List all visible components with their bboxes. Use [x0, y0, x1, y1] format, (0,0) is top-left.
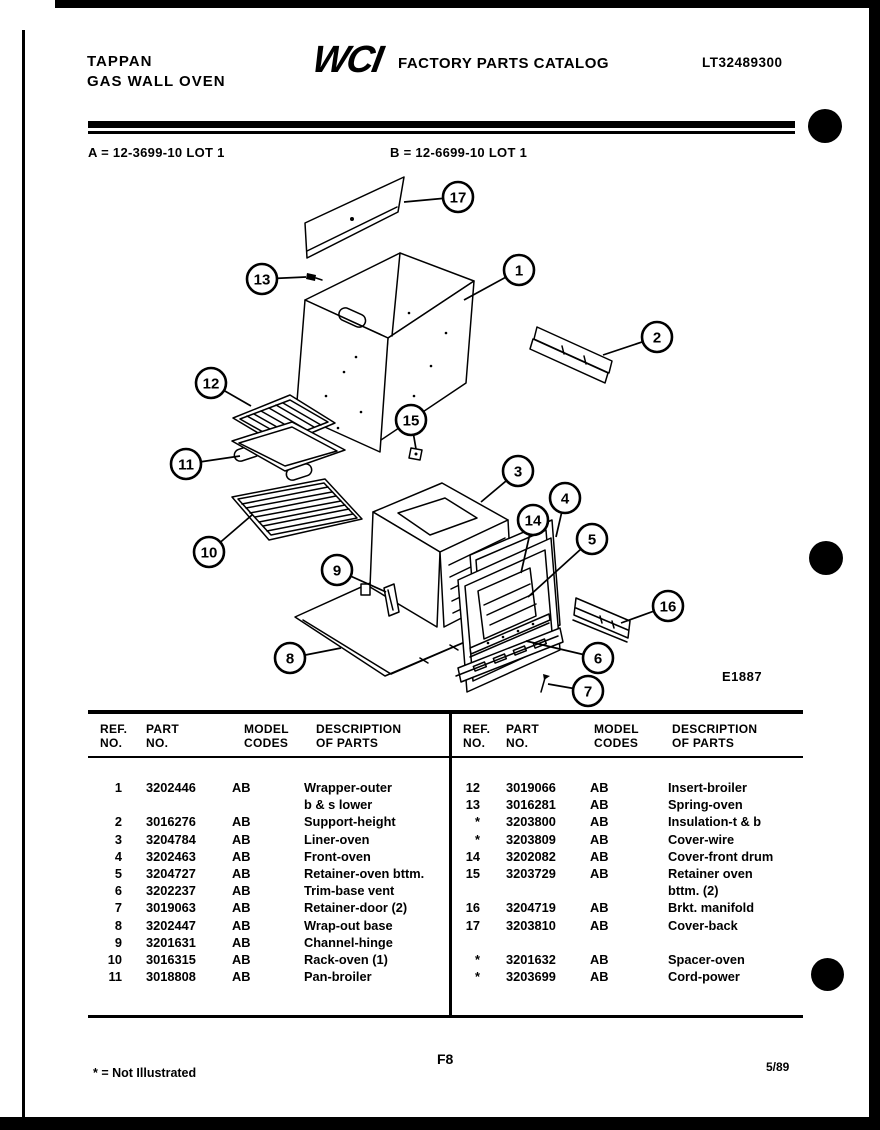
- callout-12: [196, 368, 251, 406]
- table-cell-part: 3016281: [506, 797, 556, 813]
- callout-7: [548, 676, 603, 706]
- callout-number: 3: [513, 463, 523, 481]
- table-cell-part: 3203810: [506, 917, 556, 933]
- table-cell-model: AB: [232, 865, 251, 881]
- table-cell-model: AB: [232, 831, 251, 847]
- table-cell-ref: 7: [114, 900, 122, 916]
- callout-number: 8: [285, 650, 295, 668]
- table-cell-part: 3203729: [506, 865, 556, 881]
- model-a-label: A = 12-3699-10 LOT 1: [88, 145, 225, 160]
- table-cell-ref: 17: [465, 917, 480, 933]
- table-cell-ref: *: [475, 951, 480, 967]
- callout-2: [603, 322, 672, 355]
- table-cell-model: AB: [232, 883, 251, 899]
- callout-3: [481, 456, 533, 502]
- part-cover-back: [305, 177, 404, 258]
- table-cell-desc: Spring-oven: [668, 797, 743, 813]
- table-cell-part: 3202447: [146, 917, 196, 933]
- callout-number: 1: [514, 262, 524, 280]
- diagram-code: E1887: [722, 669, 763, 684]
- table-cell-part: 3204784: [146, 831, 196, 847]
- table-cell-part: 3202082: [506, 848, 556, 864]
- callout-number: 5: [587, 531, 597, 549]
- table-cell-ref: 11: [108, 969, 122, 985]
- table-cell-part: 3202446: [146, 780, 196, 795]
- header-model-left: MODEL CODES: [244, 722, 289, 750]
- table-cell-model: AB: [590, 831, 609, 847]
- brand-block: [87, 52, 226, 92]
- table-cell-part: 3202463: [146, 848, 196, 864]
- table-cell-desc: Rack-oven (1): [304, 951, 388, 967]
- table-cell-desc: Insulation-t & b: [668, 814, 762, 830]
- part-bracket-manifold: [573, 598, 630, 642]
- table-cell-part: 3016276: [146, 814, 196, 830]
- table-bottom-rule: [88, 1015, 803, 1018]
- scan-border-top: [55, 0, 880, 8]
- table-cell-ref: *: [475, 831, 480, 847]
- table-cell-ref: 10: [107, 951, 122, 967]
- table-cell-desc: Retainer-oven bttm.: [304, 865, 425, 881]
- table-cell-desc: Spacer-oven: [668, 951, 745, 967]
- table-cell-part: 3018808: [146, 969, 196, 985]
- table-cell-ref: 13: [465, 797, 480, 813]
- table-cell-ref: 15: [465, 865, 480, 881]
- header-desc-left: DESCRIPTION OF PARTS: [316, 722, 402, 750]
- scan-border-bottom: [0, 1117, 880, 1130]
- table-cell-desc: Cover-back: [668, 917, 738, 933]
- part-rack-oven: [232, 479, 362, 540]
- table-cell-ref: 4: [114, 848, 122, 864]
- table-cell-model: AB: [232, 780, 251, 795]
- page-number: F8: [437, 1051, 454, 1067]
- table-cell-desc: bttm. (2): [668, 883, 719, 899]
- table-cell-model: AB: [232, 934, 251, 950]
- table-cell-desc: Insert-broiler: [668, 780, 747, 795]
- brand-line1: TAPPAN: [87, 53, 153, 70]
- table-cell-model: AB: [590, 814, 609, 830]
- not-illustrated-note: * = Not Illustrated: [93, 1066, 197, 1080]
- table-cell-ref: 2: [114, 814, 122, 830]
- callout-number: 6: [593, 650, 603, 668]
- hole-punch-top: [808, 109, 842, 143]
- table-cell-ref: 16: [465, 900, 480, 916]
- table-cell-ref: 12: [465, 780, 480, 795]
- table-cell-part: 3202237: [146, 883, 196, 899]
- table-cell-part: 3201631: [146, 934, 196, 950]
- table-cell-desc: Wrapper-outer: [304, 780, 392, 795]
- table-cell-part: 3016315: [146, 951, 196, 967]
- callout-10: [194, 515, 252, 567]
- parts-table-left: [88, 780, 448, 986]
- part-support-strip: [530, 327, 612, 383]
- table-cell-part: 3204727: [146, 865, 196, 881]
- table-cell-desc: Cover-wire: [668, 831, 735, 847]
- table-cell-part: 3019063: [146, 900, 196, 916]
- doc-number: LT32489300: [702, 55, 783, 70]
- exploded-view-diagram: [0, 160, 880, 720]
- table-cell-desc: Wrap-out base: [304, 917, 393, 933]
- table-cell-desc: Trim-base vent: [304, 883, 395, 899]
- table-header-rule: [88, 756, 803, 758]
- callout-number: 4: [560, 490, 570, 508]
- catalog-title: FACTORY PARTS CATALOG: [398, 55, 610, 72]
- table-top-rule: [88, 710, 803, 714]
- table-cell-part: 3201632: [506, 951, 556, 967]
- table-cell-desc: Front-oven: [304, 848, 371, 864]
- parts-table-right: [450, 780, 800, 986]
- part-door-screw: [541, 674, 550, 692]
- table-cell-desc: Cover-front drum: [668, 848, 774, 864]
- table-cell-ref: 8: [114, 917, 122, 933]
- table-cell-part: 3203809: [506, 831, 556, 847]
- table-cell-part: 3203699: [506, 969, 556, 985]
- table-cell-desc: Support-height: [304, 814, 396, 830]
- table-cell-model: AB: [590, 900, 609, 916]
- wci-logo-text: WCI: [309, 39, 385, 81]
- table-cell-part: 3203800: [506, 814, 556, 830]
- header-rule-thin: [88, 131, 795, 134]
- table-cell-ref: 5: [114, 865, 122, 881]
- callout-number: 12: [202, 375, 220, 393]
- callout-number: 7: [583, 683, 593, 701]
- table-cell-model: AB: [590, 865, 609, 881]
- callout-number: 10: [200, 544, 218, 562]
- callout-number: 2: [652, 329, 662, 347]
- callout-13: [247, 264, 306, 294]
- table-cell-ref: 1: [114, 780, 122, 795]
- callout-number: 11: [178, 456, 194, 474]
- callout-number: 13: [253, 271, 271, 289]
- table-cell-model: AB: [232, 900, 251, 916]
- table-cell-desc: Pan-broiler: [304, 969, 372, 985]
- hole-punch-bottom: [811, 958, 844, 991]
- table-cell-part: 3204719: [506, 900, 556, 916]
- header-part-right: PART NO.: [506, 722, 539, 750]
- table-cell-desc: Retainer-door (2): [304, 900, 408, 916]
- table-cell-ref: 9: [114, 934, 122, 950]
- callout-number: 17: [449, 189, 467, 207]
- table-cell-model: AB: [590, 780, 609, 795]
- table-cell-model: AB: [590, 848, 609, 864]
- table-cell-ref: *: [475, 969, 480, 985]
- table-cell-model: AB: [590, 917, 609, 933]
- table-cell-desc: Cord-power: [668, 969, 740, 985]
- table-cell-model: AB: [232, 848, 251, 864]
- callout-number: 14: [524, 512, 542, 530]
- table-cell-desc: b & s lower: [304, 797, 373, 813]
- table-cell-model: AB: [232, 917, 251, 933]
- header-model-right: MODEL CODES: [594, 722, 639, 750]
- callout-number: 9: [332, 562, 342, 580]
- callout-11: [171, 449, 240, 479]
- header-ref-right: REF. NO.: [463, 722, 491, 750]
- table-cell-part: 3019066: [506, 780, 556, 795]
- callout-16: [621, 591, 683, 623]
- header-ref-left: REF. NO.: [100, 722, 128, 750]
- table-cell-model: AB: [232, 951, 251, 967]
- header-part-left: PART NO.: [146, 722, 179, 750]
- callout-1: [464, 255, 534, 300]
- table-cell-ref: 6: [114, 883, 122, 899]
- part-retainer-clip: [409, 448, 422, 460]
- header-desc-right: DESCRIPTION OF PARTS: [672, 722, 758, 750]
- table-cell-desc: Channel-hinge: [304, 934, 393, 950]
- callout-number: 15: [402, 412, 420, 430]
- date-code: 5/89: [766, 1060, 790, 1074]
- header-rule-thick: [88, 121, 795, 128]
- callout-4: [550, 483, 580, 537]
- table-cell-desc: Brkt. manifold: [668, 900, 755, 916]
- part-pan-broiler: [232, 422, 345, 482]
- table-cell-model: AB: [232, 969, 251, 985]
- callout-15: [396, 405, 426, 449]
- table-cell-ref: *: [475, 814, 480, 830]
- callout-number: 16: [659, 598, 677, 616]
- table-cell-ref: 14: [465, 848, 480, 864]
- table-cell-desc: Retainer oven: [668, 865, 753, 881]
- table-cell-model: AB: [590, 797, 609, 813]
- wci-logo: [309, 40, 384, 80]
- brand-line2: GAS WALL OVEN: [87, 73, 226, 90]
- callout-17: [404, 182, 473, 212]
- callout-8: [275, 643, 341, 673]
- part-spring-screw: [306, 273, 322, 281]
- table-cell-model: AB: [590, 969, 609, 985]
- table-cell-ref: 3: [114, 831, 122, 847]
- table-cell-model: AB: [232, 814, 251, 830]
- model-b-label: B = 12-6699-10 LOT 1: [390, 145, 528, 160]
- table-cell-desc: Liner-oven: [304, 831, 370, 847]
- table-cell-model: AB: [590, 951, 609, 967]
